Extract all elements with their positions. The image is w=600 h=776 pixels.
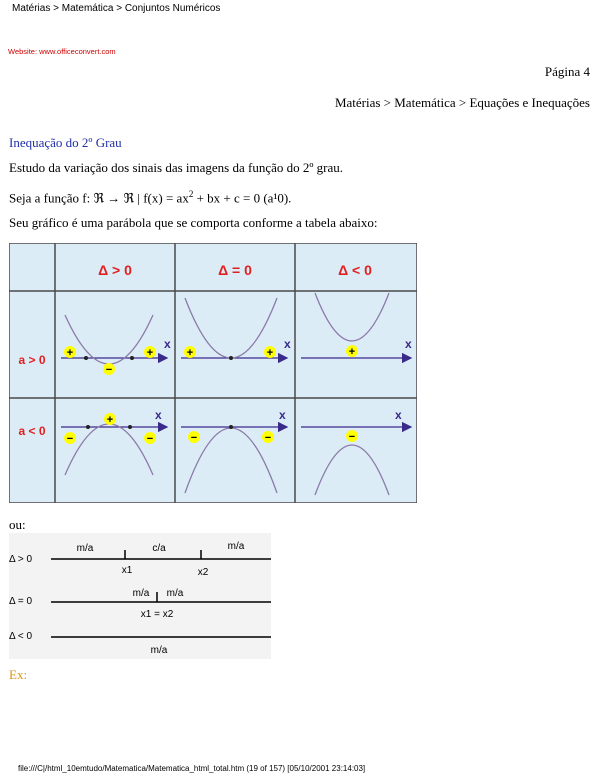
root-dot bbox=[130, 356, 134, 360]
page-number: Página 4 bbox=[544, 64, 590, 79]
x-axis-label: x bbox=[164, 337, 171, 351]
sign-segment: m/a bbox=[227, 541, 245, 552]
root-dot bbox=[229, 425, 233, 429]
root-dot bbox=[128, 425, 132, 429]
footer-file-path: file:///C|/html_10emtudo/Matematica/Matematica_html_total.htm (19 of 157) [05/10/2001 23:14:03] bbox=[18, 764, 366, 773]
parabola-table bbox=[9, 243, 417, 503]
minus-sign-text: − bbox=[190, 432, 198, 444]
plus-sign-text: + bbox=[186, 347, 194, 359]
sign-chart bbox=[9, 533, 271, 659]
minus-sign-text: − bbox=[105, 364, 113, 376]
section-title: Inequação do 2º Grau bbox=[9, 135, 122, 150]
paragraph-function bbox=[9, 189, 291, 206]
sign-chart-graphic bbox=[9, 533, 271, 659]
browser-header-path: Matérias > Matemática > Conjuntos Numéricos bbox=[12, 3, 221, 14]
minus-sign-text: − bbox=[66, 433, 74, 445]
sign-segment: m/a bbox=[150, 645, 168, 656]
x-axis-label: x bbox=[395, 408, 402, 422]
plus-sign-text: + bbox=[106, 414, 114, 426]
minus-sign-text: − bbox=[348, 431, 356, 443]
x-axis-label: x bbox=[155, 408, 162, 422]
col-header-delta-neg: Δ < 0 bbox=[338, 262, 372, 278]
minus-sign-text: − bbox=[146, 433, 154, 445]
parabola-table-graphic bbox=[9, 243, 417, 503]
minus-sign-text: − bbox=[264, 432, 272, 444]
x-axis-label: x bbox=[284, 337, 291, 351]
sign-segment: m/a bbox=[132, 588, 150, 599]
sign-segment: m/a bbox=[76, 543, 94, 554]
function-text-b: + bx + c = 0 (a¹0). bbox=[193, 190, 292, 206]
sign-segment: m/a bbox=[166, 588, 184, 599]
root-label-double: x1 = x2 bbox=[140, 609, 174, 620]
plus-sign-text: + bbox=[348, 346, 356, 358]
plus-sign-text: + bbox=[266, 347, 274, 359]
root-dot bbox=[229, 356, 233, 360]
sign-row-label: Δ > 0 bbox=[9, 554, 33, 565]
col-header-delta-pos: Δ > 0 bbox=[98, 262, 132, 278]
x-axis-label: x bbox=[279, 408, 286, 422]
sign-row-label: Δ < 0 bbox=[9, 631, 33, 642]
plus-sign-text: + bbox=[146, 347, 154, 359]
ou-label: ou: bbox=[9, 517, 26, 532]
col-header-delta-zero: Δ = 0 bbox=[218, 262, 252, 278]
function-exponent: 2 bbox=[188, 189, 194, 199]
root-label-x1: x1 bbox=[121, 565, 133, 576]
root-label-x2: x2 bbox=[197, 567, 209, 578]
root-dot bbox=[86, 425, 90, 429]
paragraph-graph: Seu gráfico é uma parábola que se comporta conforme a tabela abaixo: bbox=[9, 215, 378, 230]
example-label: Ex: bbox=[9, 667, 28, 682]
sign-row-label: Δ = 0 bbox=[9, 596, 33, 607]
row-header-a-neg: a < 0 bbox=[18, 424, 46, 438]
root-dot bbox=[84, 356, 88, 360]
plus-sign-text: + bbox=[66, 347, 74, 359]
paragraph-intro: Estudo da variação dos sinais das imagens da função do 2º grau. bbox=[9, 160, 343, 175]
x-axis-label: x bbox=[405, 337, 412, 351]
breadcrumb: Matérias > Matemática > Equações e Inequações bbox=[334, 95, 590, 110]
row-header-a-pos: a > 0 bbox=[18, 353, 46, 367]
function-text-a: Seja a função f: ℜ → ℜ | f(x) = ax bbox=[9, 190, 189, 206]
sign-segment: c/a bbox=[152, 543, 166, 554]
website-link[interactable]: Website: www.officeconvert.com bbox=[8, 47, 116, 56]
